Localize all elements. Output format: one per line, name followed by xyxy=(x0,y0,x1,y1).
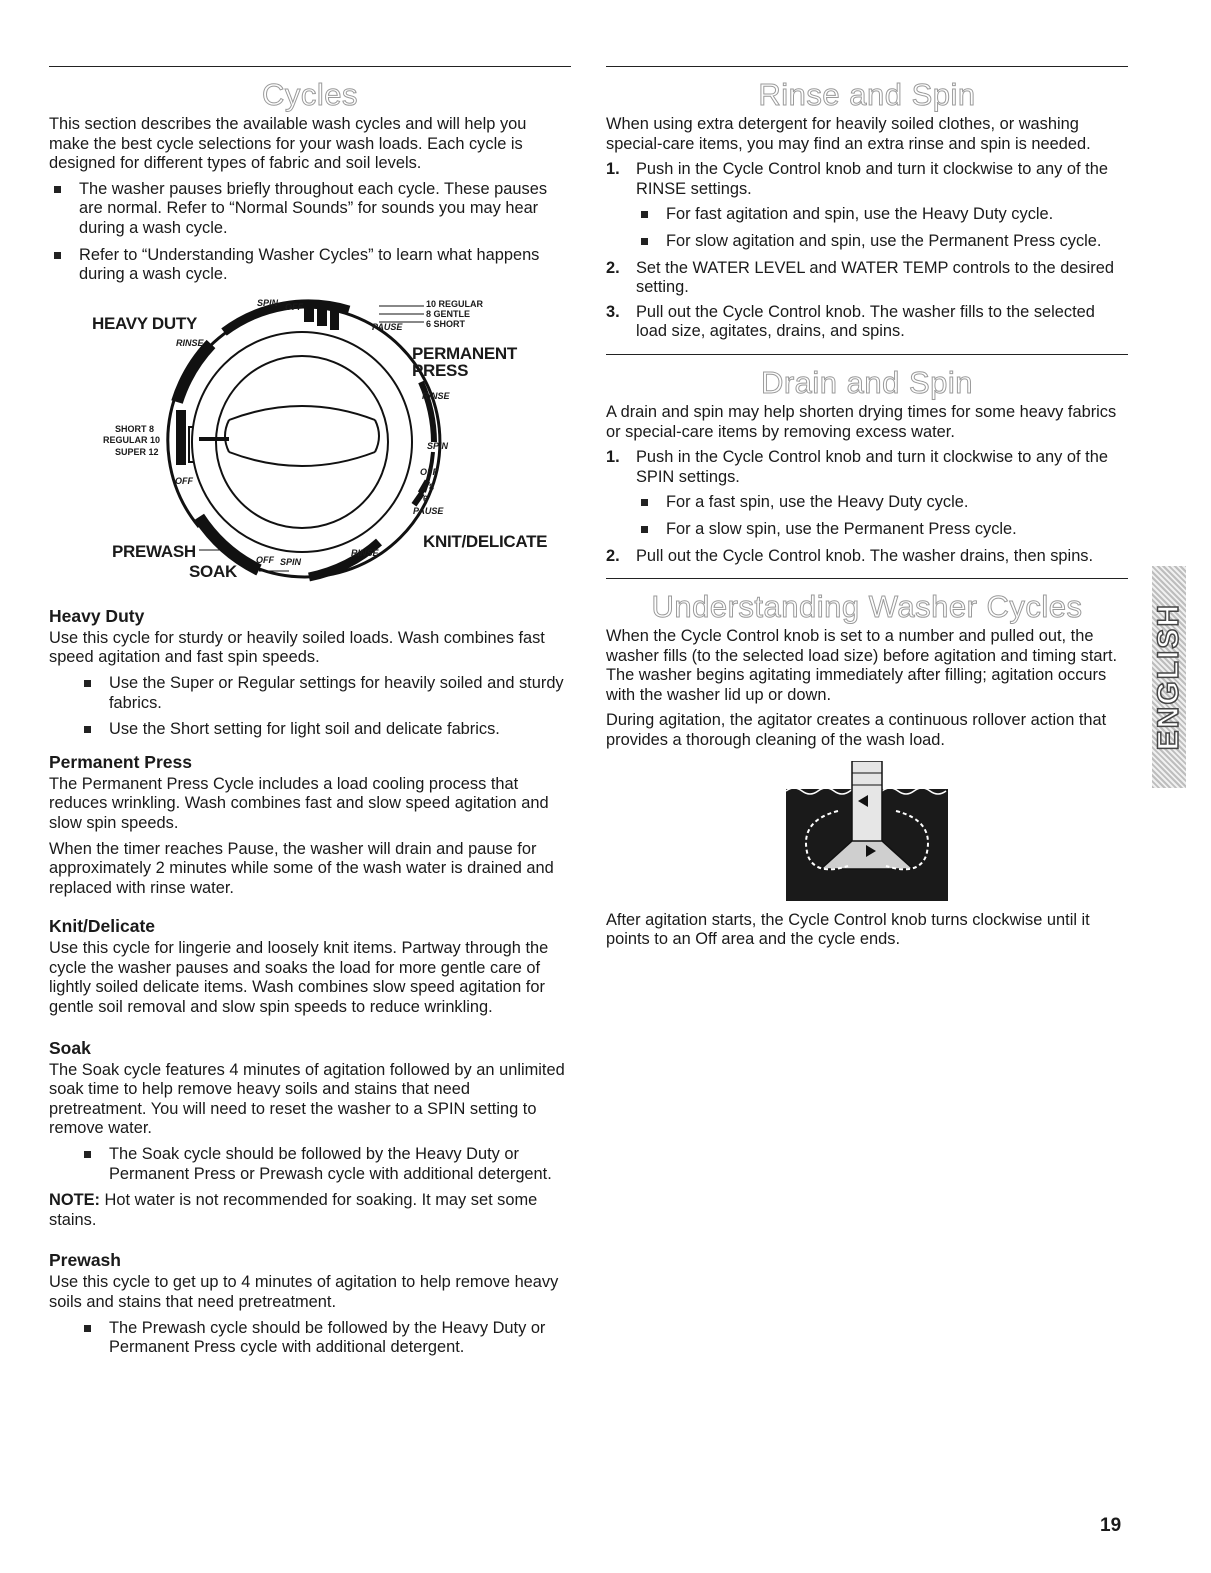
note-text: Hot water is not recommended for soaking. It may set some stains. xyxy=(49,1191,538,1229)
knit-delicate-text: Use this cycle for lingerie and loosely knit items. Partway through the cycle the washer pauses and soaks the load for more gentle care of lightly soiled delicate items. Wash combines slow speed agitation for gentle soil removal and slow spin speeds to reduce wrinkling. xyxy=(49,939,549,1017)
dial-rinse-bottom: RINSE xyxy=(351,547,379,558)
list-item xyxy=(606,303,1128,342)
list-item: For a slow spin, use the Permanent Press cycle. xyxy=(636,520,1128,540)
step-number: 1. xyxy=(606,448,620,467)
agitator-drawing xyxy=(606,761,1128,901)
prewash-heading: Prewash xyxy=(49,1250,121,1271)
soak-note xyxy=(49,1191,571,1230)
dial-rinse-heavy-duty: RINSE xyxy=(176,337,204,348)
language-side-tab xyxy=(1152,566,1186,788)
dial-short-8: SHORT 8 xyxy=(115,423,155,434)
rinse-spin-title: Rinse and Spin xyxy=(758,77,976,112)
side-tab-label: ENGLISH xyxy=(1152,603,1185,751)
dial-label-press: PRESS xyxy=(412,360,469,380)
drain-spin-title: Drain and Spin xyxy=(760,364,974,400)
step-text: Push in the Cycle Control knob and turn it clockwise to any of the RINSE settings. xyxy=(636,160,1108,198)
rinse-spin-steps xyxy=(606,160,1128,342)
list-item xyxy=(606,547,1128,567)
dial-regular-10-left: REGULAR 10 xyxy=(103,434,161,445)
list-item: The washer pauses briefly throughout each cycle. These pauses are normal. Refer to “Normal Sounds” for sounds you may hear during a wash cycle. xyxy=(49,180,571,239)
dial-label-soak: SOAK xyxy=(189,561,237,581)
dial-spin-bottom: SPIN xyxy=(280,556,302,567)
cycles-title: Cycles xyxy=(261,77,358,112)
agitator-illustration xyxy=(606,761,1128,901)
step-number: 3. xyxy=(606,302,620,321)
step-text: Pull out the Cycle Control knob. The washer drains, then spins. xyxy=(636,546,1094,565)
dial-spin-top: SPIN xyxy=(257,297,279,308)
knit-delicate-heading: Knit/Delicate xyxy=(49,916,155,937)
step-number: 2. xyxy=(606,258,620,277)
list-item xyxy=(606,259,1128,298)
soak-heading: Soak xyxy=(49,1037,91,1058)
list-item xyxy=(606,448,1128,539)
cycles-intro: This section describes the available wash cycles and will help you make the best cycle selections for your wash loads. Each cycle is designed for different types of fabric and soil levels. xyxy=(49,115,527,173)
dial-off-bottom: OFF xyxy=(256,554,274,565)
understanding-p2: During agitation, the agitator creates a continuous rollover action that provides a thorough cleaning of the wash load. xyxy=(606,711,1107,750)
section-rule xyxy=(606,354,1128,355)
heavy-duty-heading: Heavy Duty xyxy=(49,605,145,626)
soak-bullets xyxy=(49,1145,571,1184)
section-rule xyxy=(606,66,1128,67)
dial-label-prewash: PREWASH xyxy=(112,541,196,561)
left-column xyxy=(49,66,571,1365)
rinse-spin-intro: When using extra detergent for heavily soiled clothes, or washing special-care items, you may find an extra rinse and spin is needed. xyxy=(606,115,1091,153)
prewash-text: Use this cycle to get up to 4 minutes of agitation to help remove heavy soils and stains that need pretreatment. xyxy=(49,1273,559,1311)
section-rule xyxy=(49,66,571,67)
list-item: For a fast spin, use the Heavy Duty cycle. xyxy=(636,493,1128,513)
page-number: 19 xyxy=(1100,1515,1122,1536)
dial-off-left: OFF xyxy=(175,475,193,486)
dial-label-permanent: PERMANENT xyxy=(412,343,517,363)
step-text: Push in the Cycle Control knob and turn it clockwise to any of the SPIN settings. xyxy=(636,448,1108,486)
dial-spin-permanent: SPIN xyxy=(427,440,449,451)
dial-num-8: 8 xyxy=(429,481,435,492)
right-column xyxy=(606,66,1128,956)
dial-off-permanent: OFF xyxy=(420,466,438,477)
permanent-press-text-2: When the timer reaches Pause, the washer will drain and pause for approximately 2 minutes while some of the wash water is drained and replaced with rinse water. xyxy=(49,839,554,897)
permanent-press-heading: Permanent Press xyxy=(49,751,192,772)
soak-text: The Soak cycle features 4 minutes of agitation followed by an unlimited soak time to help remove heavy soils and stains that need pretreatment. You will need to reset the washer to a SPIN setting to remove water. xyxy=(49,1060,565,1138)
permanent-press-text-1: The Permanent Press Cycle includes a load cooling process that reduces wrinkling. Wash combines fast and slow speed agitation and slow spin speeds. xyxy=(49,774,549,832)
dial-pause-top: PAUSE xyxy=(372,321,403,332)
list-item: For fast agitation and spin, use the Heavy Duty cycle. xyxy=(636,205,1128,225)
cycles-bullets xyxy=(49,180,571,285)
dial-num-6: 6 xyxy=(423,493,429,504)
prewash-bullets xyxy=(49,1319,571,1358)
step-text: Pull out the Cycle Control knob. The washer fills to the selected load size, agitates, drains, and spins. xyxy=(636,302,1095,341)
dial-super-12: SUPER 12 xyxy=(115,446,159,457)
drain-spin-intro: A drain and spin may help shorten drying times for some heavy fabrics or special-care items by removing excess water. xyxy=(606,402,1117,441)
dial-pause-knit: PAUSE xyxy=(413,505,444,516)
note-label: NOTE: xyxy=(49,1191,100,1210)
understanding-title: Understanding Washer Cycles xyxy=(651,589,1083,625)
dial-off-top: OFF xyxy=(285,301,303,312)
understanding-p3: After agitation starts, the Cycle Control knob turns clockwise until it points to an Off area and the cycle ends. xyxy=(606,910,1090,949)
list-item xyxy=(606,160,1128,251)
step-number: 2. xyxy=(606,546,620,565)
dial-label-knit-delicate: KNIT/DELICATE xyxy=(423,531,548,551)
cycle-control-dial xyxy=(49,292,571,592)
list-item: Refer to “Understanding Washer Cycles” to learn what happens during a wash cycle. xyxy=(49,246,571,285)
drain-spin-steps xyxy=(606,448,1128,566)
dial-regular-10: 10 REGULAR xyxy=(426,298,484,309)
list-item: Use the Short setting for light soil and delicate fabrics. xyxy=(79,720,571,740)
step-bullets xyxy=(636,493,1128,539)
step-text: Set the WATER LEVEL and WATER TEMP controls to the desired setting. xyxy=(636,258,1114,297)
dial-label-heavy-duty: HEAVY DUTY xyxy=(92,313,198,333)
step-number: 1. xyxy=(606,160,620,179)
heavy-duty-text: Use this cycle for sturdy or heavily soiled loads. Wash combines fast speed agitation and fast spin speeds. xyxy=(49,628,545,667)
dial-rinse-permanent: RINSE xyxy=(422,390,450,401)
list-item: For slow agitation and spin, use the Permanent Press cycle. xyxy=(636,232,1128,252)
list-item: The Soak cycle should be followed by the Heavy Duty or Permanent Press or Prewash cycle with additional detergent. xyxy=(79,1145,571,1184)
list-item: The Prewash cycle should be followed by the Heavy Duty or Permanent Press cycle with additional detergent. xyxy=(79,1319,571,1358)
section-rule xyxy=(606,578,1128,579)
heavy-duty-bullets xyxy=(49,674,571,740)
understanding-p1: When the Cycle Control knob is set to a number and pulled out, the washer fills (to the selected load size) before agitation and timing start. The washer begins agitating immediately after filling; agitation occurs with the washer lid up or down. xyxy=(606,627,1118,704)
dial-gentle-8: 8 GENTLE xyxy=(426,308,471,319)
dial-short-6: 6 SHORT xyxy=(426,318,466,329)
step-bullets xyxy=(636,205,1128,251)
list-item: Use the Super or Regular settings for heavily soiled and sturdy fabrics. xyxy=(79,674,571,713)
